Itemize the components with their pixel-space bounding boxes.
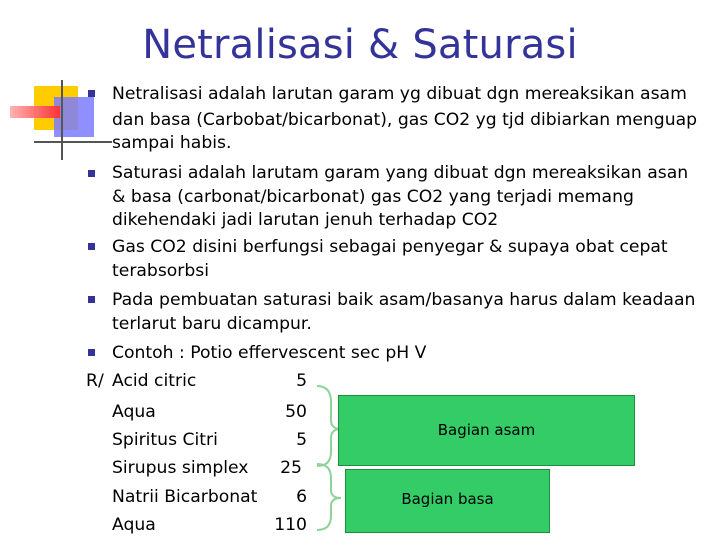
- bullet-marker: [88, 243, 95, 250]
- recipe-prefix: R/: [86, 371, 104, 391]
- bullet-marker: [88, 90, 95, 97]
- bullet-marker: [88, 170, 95, 177]
- decor-blue-square: [54, 97, 94, 137]
- bullet-marker: [88, 349, 95, 356]
- bullet-text: sampai habis.: [112, 133, 232, 153]
- slide-title: Netralisasi & Saturasi: [142, 22, 578, 68]
- recipe-item-name: Aqua: [112, 402, 156, 422]
- recipe-item-name: Spiritus Citri: [112, 430, 218, 450]
- recipe-item-name: Natrii Bicarbonat: [112, 487, 258, 507]
- recipe-item-name: Aqua: [112, 515, 156, 535]
- recipe-item-qty: 25: [280, 458, 302, 478]
- decor-vertical-line: [61, 80, 63, 160]
- bullet-text: dan basa (Carbobat/bicarbonat), gas CO2 yg tjd dibiarkan menguap: [112, 110, 698, 130]
- bullet-text: terlarut baru dicampur.: [112, 314, 312, 334]
- recipe-item-name: Sirupus simplex: [112, 458, 249, 478]
- bullet-marker: [88, 296, 95, 303]
- recipe-item-qty: 5: [296, 371, 307, 391]
- base-part-label: Bagian basa: [401, 490, 494, 508]
- decor-red-bar: [10, 106, 60, 118]
- bullet-text: Contoh : Potio effervescent sec pH V: [112, 343, 427, 363]
- recipe-item-qty: 50: [285, 402, 307, 422]
- bullet-text: Netralisasi adalah larutan garam yg dibuat dgn mereaksikan asam: [112, 84, 687, 104]
- bullet-text: dikehendaki jadi larutan jenuh terhadap CO2: [112, 210, 499, 230]
- bullet-text: Saturasi adalah larutam garam yang dibuat dgn mereaksikan asan: [112, 163, 689, 183]
- recipe-item-qty: 5: [296, 430, 307, 450]
- recipe-item-qty: 6: [296, 487, 307, 507]
- recipe-item-name: Acid citric: [112, 371, 197, 391]
- bullet-text: & basa (carbonat/bicarbonat) gas CO2 yang terjadi memang: [112, 187, 634, 207]
- base-brace: [317, 464, 341, 530]
- acid-part-box: [338, 395, 635, 466]
- decor-horizontal-line: [34, 141, 112, 143]
- recipe-item-qty: 110: [274, 515, 307, 535]
- base-part-box: [345, 469, 550, 533]
- bullet-text: Gas CO2 disini berfungsi sebagai penyegar & supaya obat cepat: [112, 237, 668, 257]
- bullet-text: Pada pembuatan saturasi baik asam/basanya harus dalam keadaan: [112, 290, 696, 310]
- bullet-text: terabsorbsi: [112, 261, 209, 281]
- acid-part-label: Bagian asam: [437, 421, 536, 439]
